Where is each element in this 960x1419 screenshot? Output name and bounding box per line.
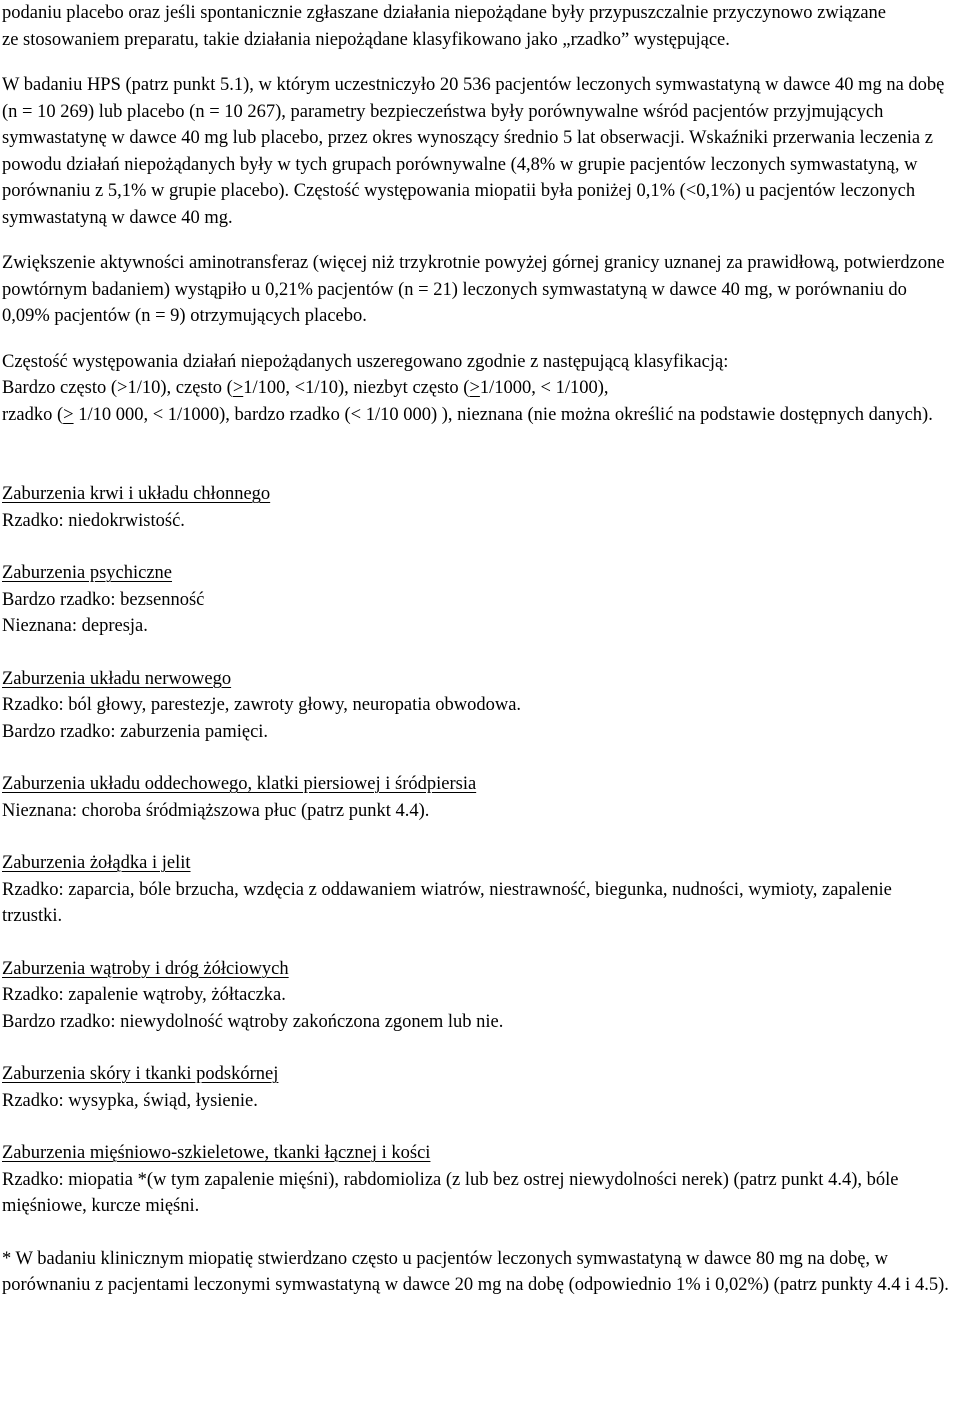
section-heading-gi: Zaburzenia żołądka i jelit — [2, 853, 191, 873]
section-line: Rzadko: zapalenie wątroby, żółtaczka. — [2, 985, 286, 1005]
section-line: Rzadko: miopatia *(w tym zapalenie mięśni), rabdomioliza (z lub bez ostrej niewydolności nerek) (patrz punkt 4.4), bóle mięśniowe, kurcze mięśni. — [2, 1169, 899, 1216]
section-line: Bardzo rzadko: niewydolność wątroby zakończona zgonem lub nie. — [2, 1011, 504, 1032]
section-heading-skin: Zaburzenia skóry i tkanki podskórnej — [2, 1064, 279, 1084]
frequency-text: Bardzo często (>1/10), często ( — [2, 378, 233, 398]
aminotransferase-paragraph: Zwiększenie aktywności aminotransferaz (więcej niż trzykrotnie powyżej górnej granicy uznanej za prawidłową, potwierdzone powtórnym badaniem) wystąpiło u 0,21% pacjentów (n = 21) leczonych symwastatyną w dawce 40 mg, w porównaniu do 0,09% pacjentów (n = 9) otrzymujących placebo. — [2, 253, 945, 326]
section-line: Rzadko: ból głowy, parestezje, zawroty głowy, neuropatia obwodowa. — [2, 695, 522, 715]
section-line: Rzadko: wysypka, świąd, łysienie. — [2, 1090, 258, 1111]
section-heading-liver: Zaburzenia wątroby i dróg żółciowych — [2, 958, 289, 979]
section-line: Nieznana: choroba śródmiąższowa płuc (patrz punkt 4.4). — [2, 800, 430, 821]
section-line: Bardzo rzadko: bezsenność — [2, 589, 205, 610]
frequency-text: 1/100, <1/10), niezbyt często ( — [243, 378, 470, 398]
section-line: Nieznana: depresja. — [2, 616, 148, 636]
ge-symbol: > — [469, 378, 480, 398]
ge-symbol: > — [63, 404, 74, 425]
intro-paragraph-continuation: podaniu placebo oraz jeśli spontanicznie zgłaszane działania niepożądane były przypuszczalnie przyczynowo związane ze stosowaniem preparatu, takie działania niepożądane klasyfikowano jako „rzadko” występujące. — [2, 3, 886, 50]
section-line: Bardzo rzadko: zaburzenia pamięci. — [2, 721, 269, 742]
frequency-text: 1/1000, < 1/100), — [479, 378, 609, 398]
section-heading-nervous: Zaburzenia układu nerwowego — [2, 668, 232, 689]
frequency-classification-line — [2, 375, 956, 402]
frequency-text: 1/10 000, < 1/1000), bardzo rzadko (< 1/10 000) ), nieznana (nie można określić na podstawie dostępnych danych). — [73, 404, 933, 425]
document-page — [2, 0, 956, 1299]
section-heading-musculoskeletal: Zaburzenia mięśniowo-szkieletowe, tkanki łącznej i kości — [2, 1143, 431, 1163]
section-heading-blood: Zaburzenia krwi i układu chłonnego — [2, 484, 271, 504]
footnote: * W badaniu klinicznym miopatię stwierdzano często u pacjentów leczonych symwastatyną w dawce 80 mg na dobę, w porównaniu z pacjentami leczonymi symwastatyną w dawce 20 mg na dobę (odpowiednio 1% i 0,02%) (patrz punkty 4.4 i 4.5). — [2, 1248, 949, 1295]
frequency-classification-rare — [2, 402, 956, 429]
section-line: Rzadko: zaparcia, bóle brzucha, wzdęcia z oddawaniem wiatrów, niestrawność, biegunka, nudności, wymioty, zapalenie trzustki. — [2, 879, 892, 926]
frequency-classification-intro: Częstość występowania działań niepożądanych uszeregowano zgodnie z następującą klasyfikacją: — [2, 351, 729, 372]
section-heading-psych: Zaburzenia psychiczne — [2, 563, 173, 583]
hps-study-paragraph: W badaniu HPS (patrz punkt 5.1), w którym uczestniczyło 20 536 pacjentów leczonych symwastatyną w dawce 40 mg na dobę (n = 10 269) lub placebo (n = 10 267), parametry bezpieczeństwa były porównywalne wśród pacjentów przyjmujących symwastatynę w dawce 40 mg lub placebo, przez okres wynoszący średnio 5 lat obserwacji. Wskaźniki przerwania leczenia z powodu działań niepożądanych były w tych grupach porównywalne (4,8% w grupie pacjentów leczonych symwastatyną, w porównaniu z 5,1% w grupie placebo). Częstość występowania miopatii była poniżej 0,1% (<0,1%) u pacjentów leczonych symwastatyną w dawce 40 mg. — [2, 75, 945, 228]
section-line: Rzadko: niedokrwistość. — [2, 510, 185, 531]
frequency-text: rzadko ( — [2, 404, 64, 425]
ge-symbol: > — [232, 378, 244, 398]
section-heading-respiratory: Zaburzenia układu oddechowego, klatki piersiowej i śródpiersia — [2, 774, 477, 794]
